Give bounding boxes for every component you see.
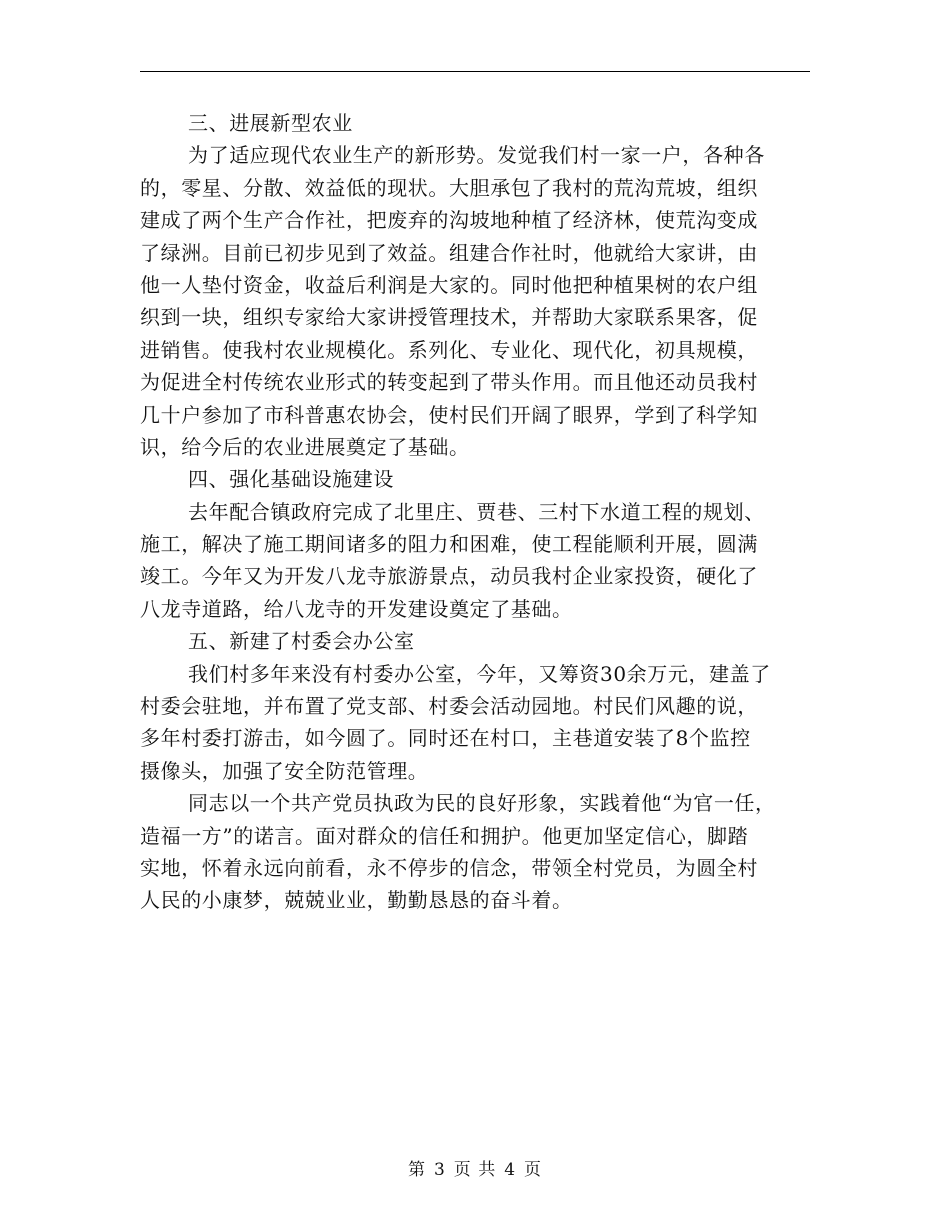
text-line: 为了适应现代农业生产的新形势。发觉我们村一家一户，各种各 <box>188 143 765 168</box>
text-line: 去年配合镇政府完成了北里庄、贾巷、三村下水道工程的规划、 <box>188 499 765 524</box>
footer-prefix: 第 <box>407 1160 426 1180</box>
text-line: 我们村多年来没有村委办公室，今年，又筹资30余万元，建盖了 <box>188 661 771 686</box>
footer-suffix: 页 <box>524 1160 543 1180</box>
text-line: 村委会驻地，并布置了党支部、村委会活动园地。村民们风趣的说， <box>140 694 758 719</box>
footer-middle: 页 共 <box>453 1160 497 1180</box>
page-footer <box>0 1155 950 1180</box>
text-line: 为促进全村传统农业形式的转变起到了带头作用。而且他还动员我村 <box>140 370 758 395</box>
text-line: 实地，怀着永远向前看，永不停步的信念，带领全村党员，为圆全村 <box>140 855 758 880</box>
text-line: 多年村委打游击，如今圆了。同时还在村口，主巷道安装了8个监控 <box>140 726 751 751</box>
text-line: 的，零星、分散、效益低的现状。大胆承包了我村的荒沟荒坡，组织 <box>140 175 758 200</box>
body-text <box>140 107 810 917</box>
text-line: 建成了两个生产合作社，把废弃的沟坡地种植了经济林，使荒沟变成 <box>140 208 758 233</box>
text-line: 几十户参加了市科普惠农协会，使村民们开阔了眼界，学到了科学知 <box>140 402 758 427</box>
text-line: 八龙寺道路，给八龙寺的开发建设奠定了基础。 <box>140 596 573 621</box>
footer-current-page: 3 <box>433 1160 446 1180</box>
text-line: 人民的小康梦，兢兢业业，勤勤恳恳的奋斗着。 <box>140 888 573 913</box>
text-line: 五、新建了村委会办公室 <box>188 629 415 654</box>
text-line: 识，给今后的农业进展奠定了基础。 <box>140 434 470 459</box>
text-line: 同志以一个共产党员执政为民的良好形象，实践着他“为官一任， <box>188 791 776 816</box>
text-line: 四、强化基础设施建设 <box>188 467 394 492</box>
header-rule <box>140 71 810 72</box>
text-line: 了绿洲。目前已初步见到了效益。组建合作社时，他就给大家讲，由 <box>140 240 758 265</box>
text-line: 三、进展新型农业 <box>188 111 353 135</box>
text-line: 进销售。使我村农业规模化。系列化、专业化、现代化，初具规模， <box>140 337 758 362</box>
text-line: 织到一块，组织专家给大家讲授管理技术，并帮助大家联系果客，促 <box>140 305 758 330</box>
text-line: 竣工。今年又为开发八龙寺旅游景点，动员我村企业家投资，硬化了 <box>140 564 758 589</box>
text-line: 造福一方”的诺言。面对群众的信任和拥护。他更加坚定信心，脚踏 <box>140 823 749 848</box>
text-line: 施工，解决了施工期间诸多的阻力和困难，使工程能顺利开展，圆满 <box>140 532 758 557</box>
text-line: 他一人垫付资金，收益后利润是大家的。同时他把种植果树的农户组 <box>140 272 758 297</box>
footer-total-pages: 4 <box>504 1160 517 1180</box>
text-line: 摄像头，加强了安全防范管理。 <box>140 758 429 783</box>
